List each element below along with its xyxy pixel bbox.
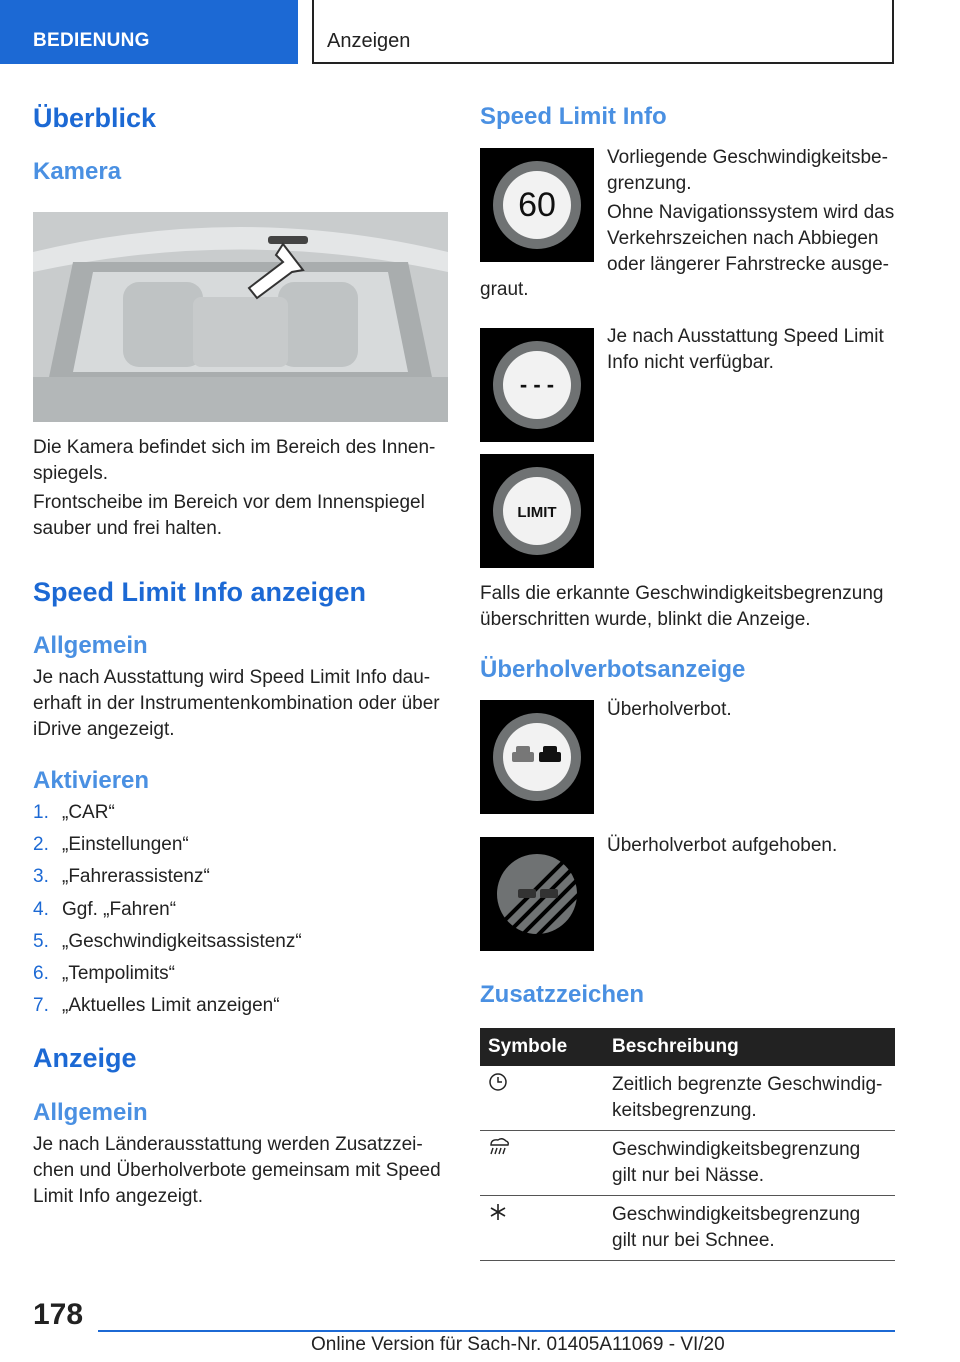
snowflake-icon: [488, 1206, 508, 1227]
section-title: BEDIENUNG: [33, 30, 150, 51]
heading-additional-signs: Zusatzzeichen: [480, 981, 645, 1008]
sign-60-label: 60: [518, 186, 556, 224]
step-text: Ggf. „Fahren“: [62, 898, 177, 920]
row-description: Geschwindigkeitsbegrenzung gilt nur bei Nässe.: [604, 1131, 895, 1196]
step-text: „Fahrerassistenz“: [62, 866, 210, 888]
chapter-tab: [312, 0, 894, 64]
sign60-text-2a: Ohne Navigationssystem wird das Verkehrszeichen nach Abbiegen oder längerer Fahrstrecke ausge-: [607, 202, 895, 275]
general-text-2: Je nach Länderausstattung werden Zusatzzei-chen und Überholverbote gemeinsam mit Speed Limit Info angezeigt.: [33, 1134, 441, 1207]
step-number: 4.: [33, 898, 49, 920]
table-row: [480, 1131, 895, 1196]
step-number: 6.: [33, 962, 49, 984]
table-row: [480, 1066, 895, 1131]
step-number: 5.: [33, 930, 49, 952]
column-header-description: Beschreibung: [604, 1028, 895, 1066]
no-overtaking-sign: [480, 700, 594, 814]
heading-activate: Aktivieren: [33, 767, 150, 794]
camera-illustration: [33, 212, 448, 422]
step-text: „Einstellungen“: [62, 834, 189, 856]
list-item: [33, 929, 302, 961]
step-text: „Geschwindigkeitsassistenz“: [62, 930, 302, 952]
step-number: 7.: [33, 995, 49, 1017]
heading-general-2: Allgemein: [33, 1099, 148, 1126]
clock-icon: [488, 1076, 508, 1097]
list-item: [33, 961, 302, 993]
row-description: Geschwindigkeitsbegrenzung gilt nur bei Schnee.: [604, 1196, 895, 1261]
limit-sign: [480, 454, 594, 568]
speed-limit-60-sign: [480, 148, 594, 262]
exceed-text: Falls die erkannte Geschwindigkeitsbegrenzung überschritten wurde, blinkt die Anzeige.: [480, 583, 884, 630]
heading-camera: Kamera: [33, 158, 122, 185]
step-number: 1.: [33, 802, 49, 823]
speed-limit-unavailable-sign: [480, 328, 594, 442]
heading-general-1: Allgemein: [33, 632, 148, 659]
sign-dash-label: - - -: [519, 372, 555, 397]
rain-icon: [488, 1141, 510, 1162]
list-item: [33, 993, 302, 1025]
sign60-text-1: Vorliegende Geschwindigkeitsbe-grenzung.: [607, 147, 888, 194]
footer-divider: [98, 1330, 895, 1332]
heading-overview: Überblick: [33, 103, 157, 133]
step-number: 2.: [33, 834, 49, 856]
step-number: 3.: [33, 866, 49, 888]
sign60-text-2b: graut.: [480, 279, 529, 300]
step-text: „Tempolimits“: [62, 962, 175, 984]
unavailable-text: Je nach Ausstattung Speed Limit Info nicht verfügbar.: [607, 326, 884, 373]
heading-show-sli: Speed Limit Info anzeigen: [33, 577, 367, 607]
overtake-end-text: Überholverbot aufgehoben.: [607, 835, 838, 856]
list-item: [33, 897, 302, 929]
heading-overtake: Überholverbotsanzeige: [480, 656, 746, 683]
sign-limit-label: LIMIT: [517, 504, 557, 521]
table-header-row: [480, 1028, 895, 1066]
list-item: [33, 800, 302, 832]
chapter-title: Anzeigen: [327, 30, 411, 52]
end-no-overtaking-sign: [480, 837, 594, 951]
step-text: „Aktuelles Limit anzeigen“: [62, 995, 280, 1017]
section-tab: [0, 0, 298, 64]
additional-signs-table: [480, 1028, 895, 1261]
camera-text-1: Die Kamera befindet sich im Bereich des Innen-spiegels.: [33, 437, 436, 484]
heading-display: Anzeige: [33, 1043, 137, 1073]
activation-steps: [33, 800, 302, 1025]
camera-text-2: Frontscheibe im Bereich vor dem Innenspiegel sauber und frei halten.: [33, 492, 425, 539]
column-header-symbols: Symbole: [480, 1028, 604, 1066]
footer-version-text: Online Version für Sach-Nr. 01405A11069 - VI/20: [311, 1334, 725, 1355]
list-item: [33, 864, 302, 896]
list-item: [33, 832, 302, 864]
general-text-1: Je nach Ausstattung wird Speed Limit Info dau-erhaft in der Instrumentenkombination oder über iDrive angezeigt.: [33, 667, 440, 740]
table-row: [480, 1196, 895, 1261]
heading-speed-limit-info: Speed Limit Info: [480, 103, 667, 130]
row-description: Zeitlich begrenzte Geschwindig-keitsbegrenzung.: [604, 1066, 895, 1131]
overtake-text: Überholverbot.: [607, 699, 732, 720]
step-text: „CAR“: [62, 802, 115, 823]
page-number: 178: [33, 1298, 84, 1331]
